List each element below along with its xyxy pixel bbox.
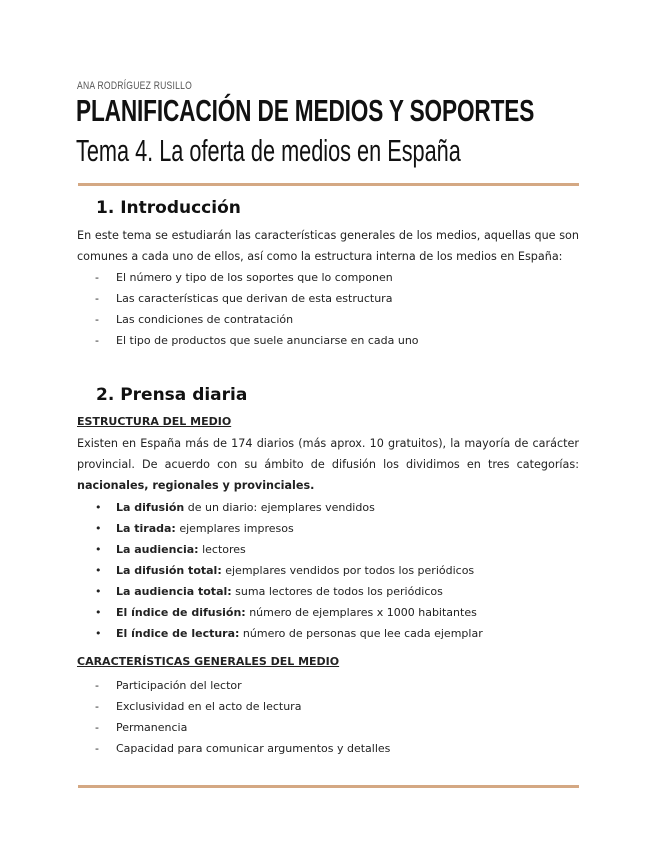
- list-item: [95, 581, 483, 602]
- list-item: [95, 602, 483, 623]
- definition-text: ejemplares impresos: [175, 522, 294, 535]
- prensa-paragraph-text: Existen en España más de 174 diarios (más aprox. 10 gratuitos), la mayoría de carácter provincial. De acuerdo con su ámbito de difusión los dividimos en tres categorías:: [77, 437, 579, 471]
- footer-divider: [78, 785, 579, 788]
- subheading-caracteristicas: CARACTERÍSTICAS GENERALES DEL MEDIO: [77, 655, 340, 668]
- list-item-text: Capacidad para comunicar argumentos y detalles: [116, 742, 391, 755]
- prensa-paragraph-bold: nacionales, regionales y provinciales.: [77, 479, 315, 492]
- list-item: [95, 696, 390, 717]
- dash-marker: -: [95, 334, 99, 347]
- definition-term: La difusión total:: [116, 564, 222, 577]
- list-item: [95, 717, 390, 738]
- list-item-text: El número y tipo de los soportes que lo componen: [116, 271, 393, 284]
- definitions-list: [95, 497, 483, 644]
- list-item-text: El tipo de productos que suele anunciarse en cada uno: [116, 334, 419, 347]
- definition-term: El índice de lectura:: [116, 627, 240, 640]
- definition-text: lectores: [198, 543, 246, 556]
- list-item: [95, 675, 390, 696]
- bullet-marker: •: [95, 564, 102, 577]
- dash-marker: -: [95, 679, 99, 692]
- caracteristicas-list: [95, 675, 390, 759]
- definition-text: número de ejemplares x 1000 habitantes: [245, 606, 477, 619]
- bullet-marker: •: [95, 522, 102, 535]
- bullet-marker: •: [95, 543, 102, 556]
- definition-term: La audiencia total:: [116, 585, 232, 598]
- list-item: [95, 623, 483, 644]
- list-item-text: Permanencia: [116, 721, 188, 734]
- subheading-estructura: ESTRUCTURA DEL MEDIO: [77, 415, 232, 428]
- section-heading-prensa-diaria: 2. Prensa diaria: [96, 385, 248, 405]
- definition-term: La audiencia:: [116, 543, 199, 556]
- list-item: [95, 560, 483, 581]
- list-item: [95, 267, 419, 288]
- definition-text: suma lectores de todos los periódicos: [231, 585, 443, 598]
- dash-marker: -: [95, 700, 99, 713]
- bullet-marker: •: [95, 627, 102, 640]
- definition-term: La tirada:: [116, 522, 176, 535]
- section-heading-introduccion: 1. Introducción: [96, 198, 241, 218]
- list-item: [95, 518, 483, 539]
- document-subtitle: Tema 4. La oferta de medios en España: [76, 133, 461, 168]
- list-item: [95, 288, 419, 309]
- definition-text: número de personas que lee cada ejemplar: [239, 627, 483, 640]
- list-item: [95, 539, 483, 560]
- definition-text: de un diario: ejemplares vendidos: [184, 501, 375, 514]
- definition-text: ejemplares vendidos por todos los periódicos: [221, 564, 475, 577]
- dash-marker: -: [95, 313, 99, 326]
- dash-marker: -: [95, 271, 99, 284]
- bullet-marker: •: [95, 585, 102, 598]
- intro-list: [95, 267, 419, 351]
- document-title: PLANIFICACIÓN DE MEDIOS Y SOPORTES: [76, 93, 535, 128]
- intro-paragraph: En este tema se estudiarán las características generales de los medios, aquellas que son comunes a cada uno de ellos, así como la estructura interna de los medios en España:: [77, 229, 579, 263]
- list-item-text: Exclusividad en el acto de lectura: [116, 700, 302, 713]
- list-item-text: Las características que derivan de esta estructura: [116, 292, 393, 305]
- bullet-marker: •: [95, 501, 102, 514]
- list-item: [95, 497, 483, 518]
- dash-marker: -: [95, 721, 99, 734]
- definition-term: La difusión: [116, 501, 185, 514]
- list-item: [95, 738, 390, 759]
- dash-marker: -: [95, 292, 99, 305]
- list-item: [95, 330, 419, 351]
- list-item: [95, 309, 419, 330]
- prensa-paragraph: [77, 433, 579, 496]
- bullet-marker: •: [95, 606, 102, 619]
- author-name: ANA RODRÍGUEZ RUSILLO: [77, 80, 193, 92]
- list-item-text: Participación del lector: [116, 679, 242, 692]
- definition-term: El índice de difusión:: [116, 606, 246, 619]
- dash-marker: -: [95, 742, 99, 755]
- header-divider: [78, 183, 579, 186]
- list-item-text: Las condiciones de contratación: [116, 313, 294, 326]
